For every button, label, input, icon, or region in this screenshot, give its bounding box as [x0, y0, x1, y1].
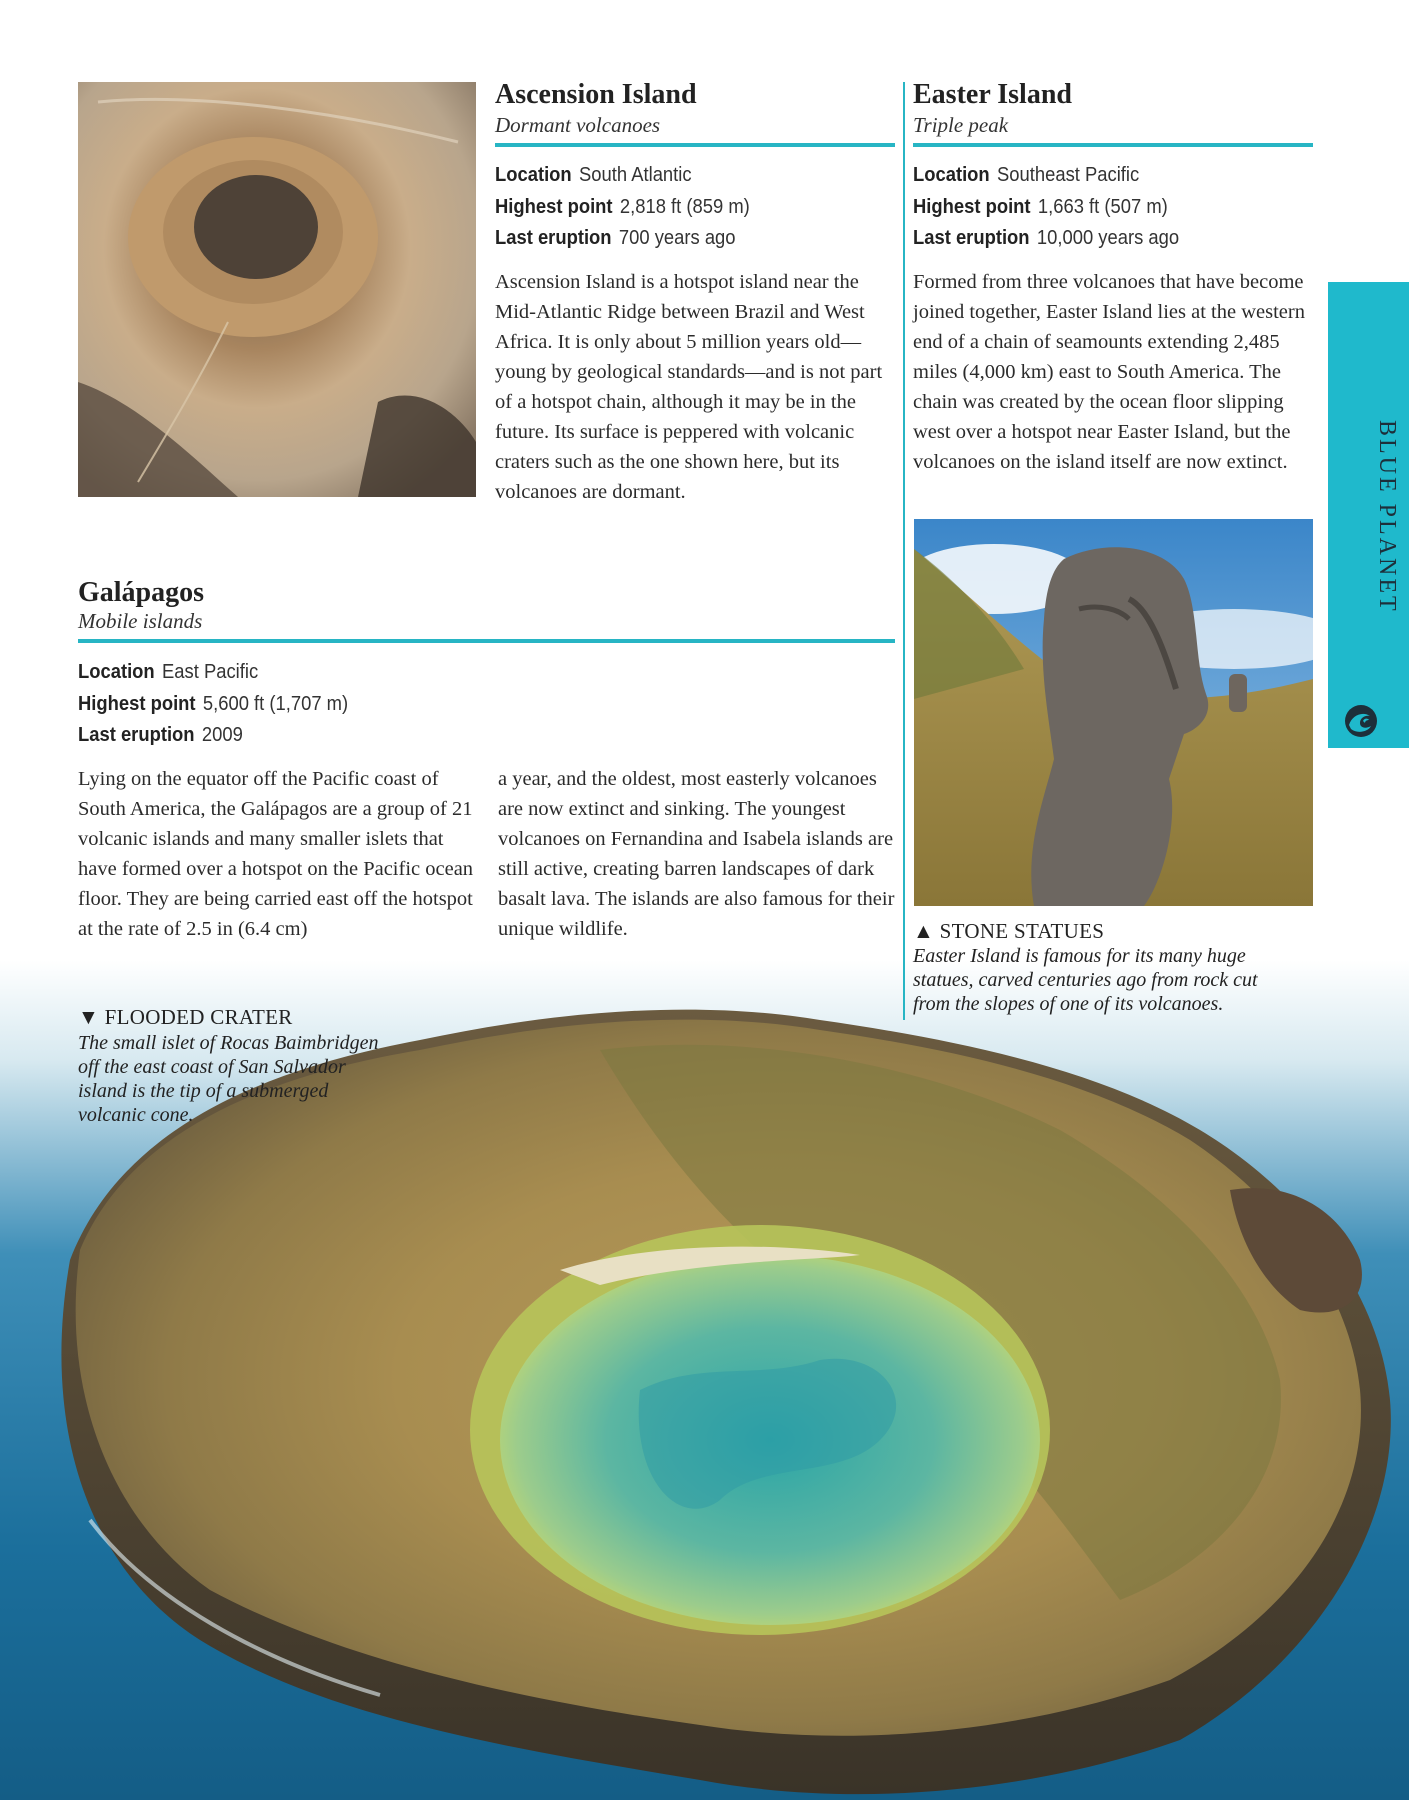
fact-location: Location East Pacific: [78, 661, 259, 683]
fact-last-eruption: Last eruption 10,000 years ago: [913, 227, 1180, 249]
ascension-subtitle: Dormant volcanoes: [495, 113, 661, 137]
stone-statues-caption-text: Easter Island is famous for its many huge statues, carved centuries ago from rock cut from the slopes of one of its volcanoes.: [913, 945, 1258, 1015]
galapagos-title: Galápagos: [78, 577, 205, 608]
wave-icon: [1343, 703, 1379, 739]
easter-rule: [913, 143, 1313, 147]
galapagos-facts: [78, 657, 372, 752]
fact-highest-point: Highest point 1,663 ft (507 m): [913, 195, 1168, 218]
fact-highest-point: Highest point 5,600 ft (1,707 m): [78, 692, 349, 715]
galapagos-rule: [78, 639, 895, 643]
easter-column-rule: [903, 82, 905, 1020]
ascension-body: Ascension Island is a hotspot island near the Mid-Atlantic Ridge between Brazil and West Africa. It is only about 5 million years old—young by geological standards—and is not part of a hotspot chain, although it may be in the future. Its surface is peppered with volcanic craters such as the one shown here, but its volcanoes are dormant.: [495, 271, 883, 503]
ascension-crater-photo: [78, 82, 476, 497]
galapagos-subtitle: Mobile islands: [78, 609, 203, 633]
galapagos-body-column-1: Lying on the equator off the Pacific coast of South America, the Galápagos are a group of 21 volcanic islands and many smaller islets that have formed over a hotspot on the Pacific ocean floor. They are being carried east off the hotspot at the rate of 2.5 in (6.4 cm): [78, 768, 474, 940]
easter-title: Easter Island: [913, 79, 1072, 110]
fact-last-eruption: Last eruption 700 years ago: [495, 227, 736, 249]
stone-statues-caption-title: ▲ STONE STATUES: [913, 919, 1105, 943]
flooded-crater-caption-title: ▼ FLOODED CRATER: [78, 1005, 293, 1029]
galapagos-body-column-2: a year, and the oldest, most easterly volcanoes are now extinct and sinking. The youngest volcanoes on Fernandina and Isabela islands are still active, creating barren landscapes of dark basalt lava. The islands are also famous for their unique wildlife.: [498, 768, 895, 940]
fact-location: Location South Atlantic: [495, 164, 692, 186]
fact-last-eruption: Last eruption 2009: [78, 724, 243, 746]
fact-highest-point: Highest point 2,818 ft (859 m): [495, 195, 750, 218]
easter-subtitle: Triple peak: [913, 113, 1009, 137]
ascension-rule: [495, 143, 895, 147]
flooded-crater-caption-text: The small islet of Rocas Baimbridgen off the east coast of San Salvador island is the tip of a submerged volcanic cone.: [78, 1032, 379, 1126]
ascension-facts: [495, 160, 772, 255]
easter-facts: [913, 160, 1202, 255]
ascension-title: Ascension Island: [495, 79, 697, 110]
easter-body: Formed from three volcanoes that have become joined together, Easter Island lies at the western end of a chain of seamounts extending 2,485 miles (4,000 km) east to South America. The chain was created by the ocean floor slipping west over a hotspot near Easter Island, but the volcanoes on the island itself are now extinct.: [913, 271, 1305, 473]
section-tab-label: BLUE PLANET: [1374, 420, 1400, 614]
fact-location: Location Southeast Pacific: [913, 164, 1140, 186]
stone-statue-photo: [914, 519, 1313, 906]
